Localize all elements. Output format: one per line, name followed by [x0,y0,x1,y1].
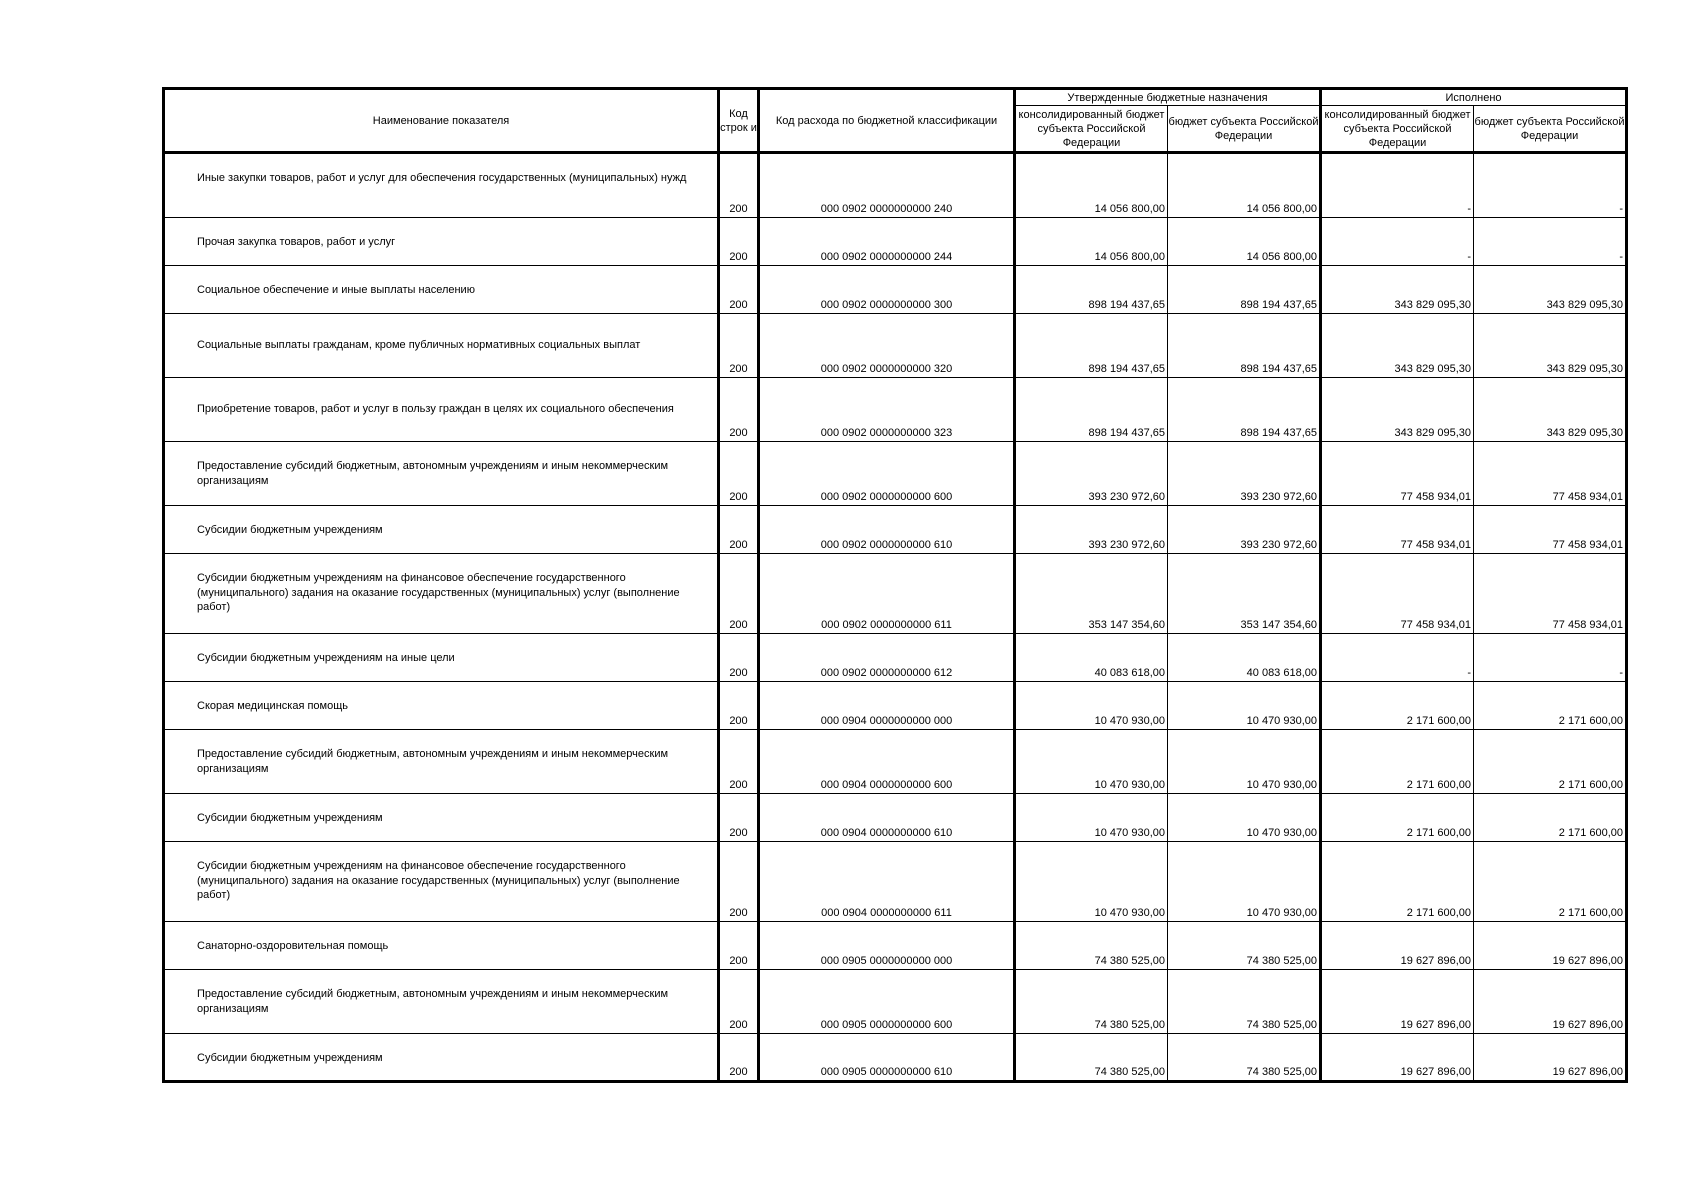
table-row [164,682,1627,730]
row-code: 200 [719,842,759,922]
table-row [164,554,1627,634]
row-executed-consolidated: - [1321,153,1474,218]
row-approved-consolidated: 40 083 618,00 [1015,634,1168,682]
row-code: 200 [719,554,759,634]
table-row [164,730,1627,794]
row-code: 200 [719,970,759,1034]
header-code: Код строк и [719,89,759,153]
row-code: 200 [719,218,759,266]
row-executed-subject: 2 171 600,00 [1474,682,1627,730]
row-approved-consolidated: 10 470 930,00 [1015,794,1168,842]
header-executed-subject: бюджет субъекта Российской Федерации [1474,106,1627,153]
row-name: Предоставление субсидий бюджетным, автономным учреждениям и иным некоммерческим организациям [164,730,719,794]
row-code: 200 [719,314,759,378]
row-executed-consolidated: - [1321,634,1474,682]
table-row [164,842,1627,922]
row-executed-consolidated: 2 171 600,00 [1321,842,1474,922]
row-executed-subject: 2 171 600,00 [1474,730,1627,794]
table-row [164,922,1627,970]
row-approved-subject: 898 194 437,65 [1168,314,1321,378]
row-approved-consolidated: 14 056 800,00 [1015,218,1168,266]
row-approved-subject: 898 194 437,65 [1168,266,1321,314]
row-name: Иные закупки товаров, работ и услуг для обеспечения государственных (муниципальных) нужд [164,153,719,218]
table-row [164,970,1627,1034]
row-code: 200 [719,378,759,442]
row-approved-consolidated: 10 470 930,00 [1015,842,1168,922]
row-approved-consolidated: 10 470 930,00 [1015,682,1168,730]
row-executed-consolidated: 19 627 896,00 [1321,922,1474,970]
budget-report-sheet [162,87,1625,1083]
row-classification-code: 000 0902 0000000000 300 [759,266,1015,314]
row-name: Социальное обеспечение и иные выплаты населению [164,266,719,314]
row-executed-consolidated: 77 458 934,01 [1321,506,1474,554]
row-executed-consolidated: 343 829 095,30 [1321,266,1474,314]
row-executed-consolidated: 2 171 600,00 [1321,794,1474,842]
row-name: Социальные выплаты гражданам, кроме публичных нормативных социальных выплат [164,314,719,378]
table-row [164,506,1627,554]
row-approved-consolidated: 898 194 437,65 [1015,378,1168,442]
row-executed-consolidated: 343 829 095,30 [1321,378,1474,442]
row-classification-code: 000 0902 0000000000 323 [759,378,1015,442]
row-approved-consolidated: 74 380 525,00 [1015,922,1168,970]
header-approved-subject: бюджет субъекта Российской Федерации [1168,106,1321,153]
row-approved-subject: 14 056 800,00 [1168,153,1321,218]
row-approved-subject: 353 147 354,60 [1168,554,1321,634]
row-approved-consolidated: 393 230 972,60 [1015,506,1168,554]
row-approved-consolidated: 74 380 525,00 [1015,1034,1168,1082]
row-executed-subject: 77 458 934,01 [1474,554,1627,634]
row-executed-subject: 77 458 934,01 [1474,506,1627,554]
row-approved-subject: 10 470 930,00 [1168,682,1321,730]
row-approved-subject: 74 380 525,00 [1168,970,1321,1034]
row-name: Предоставление субсидий бюджетным, автономным учреждениям и иным некоммерческим организациям [164,442,719,506]
table-row [164,266,1627,314]
row-approved-subject: 74 380 525,00 [1168,1034,1321,1082]
row-executed-consolidated: 77 458 934,01 [1321,554,1474,634]
row-executed-subject: 2 171 600,00 [1474,794,1627,842]
row-name: Субсидии бюджетным учреждениям на финансовое обеспечение государственного (муниципального) задания на оказание государственных (муниципальных) услуг (выполнение работ) [164,842,719,922]
row-classification-code: 000 0904 0000000000 600 [759,730,1015,794]
row-approved-subject: 10 470 930,00 [1168,730,1321,794]
row-executed-subject: - [1474,634,1627,682]
row-classification-code: 000 0902 0000000000 612 [759,634,1015,682]
table-body [164,153,1627,1082]
row-executed-consolidated: 2 171 600,00 [1321,730,1474,794]
row-code: 200 [719,730,759,794]
row-name: Субсидии бюджетным учреждениям [164,794,719,842]
row-executed-consolidated: 2 171 600,00 [1321,682,1474,730]
row-code: 200 [719,153,759,218]
table-row [164,378,1627,442]
table-row [164,442,1627,506]
row-name: Субсидии бюджетным учреждениям на иные цели [164,634,719,682]
table-row [164,218,1627,266]
table-row [164,634,1627,682]
row-classification-code: 000 0904 0000000000 610 [759,794,1015,842]
row-executed-consolidated: 19 627 896,00 [1321,1034,1474,1082]
row-code: 200 [719,794,759,842]
row-approved-consolidated: 898 194 437,65 [1015,266,1168,314]
row-approved-consolidated: 393 230 972,60 [1015,442,1168,506]
row-name: Скорая медицинская помощь [164,682,719,730]
header-executed-consolidated: консолидированный бюджет субъекта Российской Федерации [1321,106,1474,153]
row-approved-subject: 393 230 972,60 [1168,442,1321,506]
row-approved-consolidated: 898 194 437,65 [1015,314,1168,378]
row-name: Предоставление субсидий бюджетным, автономным учреждениям и иным некоммерческим организациям [164,970,719,1034]
row-executed-consolidated: 77 458 934,01 [1321,442,1474,506]
row-executed-subject: - [1474,218,1627,266]
row-name: Прочая закупка товаров, работ и услуг [164,218,719,266]
row-classification-code: 000 0905 0000000000 610 [759,1034,1015,1082]
row-classification-code: 000 0902 0000000000 610 [759,506,1015,554]
row-approved-subject: 14 056 800,00 [1168,218,1321,266]
row-classification-code: 000 0902 0000000000 320 [759,314,1015,378]
header-approved-group: Утвержденные бюджетные назначения [1015,89,1321,106]
row-executed-subject: 343 829 095,30 [1474,378,1627,442]
row-executed-subject: - [1474,153,1627,218]
row-approved-consolidated: 353 147 354,60 [1015,554,1168,634]
row-approved-subject: 10 470 930,00 [1168,794,1321,842]
budget-table [162,87,1628,1083]
table-row [164,314,1627,378]
row-classification-code: 000 0902 0000000000 600 [759,442,1015,506]
row-classification-code: 000 0902 0000000000 240 [759,153,1015,218]
row-approved-subject: 393 230 972,60 [1168,506,1321,554]
row-code: 200 [719,922,759,970]
row-executed-subject: 343 829 095,30 [1474,266,1627,314]
row-executed-consolidated: 19 627 896,00 [1321,970,1474,1034]
row-code: 200 [719,682,759,730]
row-code: 200 [719,634,759,682]
row-name: Субсидии бюджетным учреждениям на финансовое обеспечение государственного (муниципального) задания на оказание государственных (муниципальных) услуг (выполнение работ) [164,554,719,634]
row-name: Субсидии бюджетным учреждениям [164,506,719,554]
row-classification-code: 000 0905 0000000000 000 [759,922,1015,970]
row-classification-code: 000 0904 0000000000 000 [759,682,1015,730]
header-classification: Код расхода по бюджетной классификации [759,89,1015,153]
row-executed-subject: 77 458 934,01 [1474,442,1627,506]
table-row [164,1034,1627,1082]
table-row [164,153,1627,218]
row-classification-code: 000 0902 0000000000 611 [759,554,1015,634]
row-executed-subject: 19 627 896,00 [1474,1034,1627,1082]
row-executed-subject: 19 627 896,00 [1474,970,1627,1034]
row-approved-subject: 10 470 930,00 [1168,842,1321,922]
row-classification-code: 000 0905 0000000000 600 [759,970,1015,1034]
table-row [164,794,1627,842]
row-executed-consolidated: - [1321,218,1474,266]
row-classification-code: 000 0904 0000000000 611 [759,842,1015,922]
row-code: 200 [719,266,759,314]
header-name: Наименование показателя [164,89,719,153]
row-code: 200 [719,506,759,554]
row-approved-subject: 898 194 437,65 [1168,378,1321,442]
header-approved-consolidated: консолидированный бюджет субъекта Российской Федерации [1015,106,1168,153]
row-code: 200 [719,442,759,506]
row-executed-consolidated: 343 829 095,30 [1321,314,1474,378]
row-name: Приобретение товаров, работ и услуг в пользу граждан в целях их социального обеспечения [164,378,719,442]
row-approved-consolidated: 14 056 800,00 [1015,153,1168,218]
row-name: Субсидии бюджетным учреждениям [164,1034,719,1082]
row-approved-subject: 40 083 618,00 [1168,634,1321,682]
row-executed-subject: 19 627 896,00 [1474,922,1627,970]
row-name: Санаторно-оздоровительная помощь [164,922,719,970]
row-code: 200 [719,1034,759,1082]
header-executed-group: Исполнено [1321,89,1627,106]
table-header [164,89,1627,153]
row-classification-code: 000 0902 0000000000 244 [759,218,1015,266]
row-executed-subject: 343 829 095,30 [1474,314,1627,378]
row-executed-subject: 2 171 600,00 [1474,842,1627,922]
row-approved-subject: 74 380 525,00 [1168,922,1321,970]
row-approved-consolidated: 74 380 525,00 [1015,970,1168,1034]
row-approved-consolidated: 10 470 930,00 [1015,730,1168,794]
